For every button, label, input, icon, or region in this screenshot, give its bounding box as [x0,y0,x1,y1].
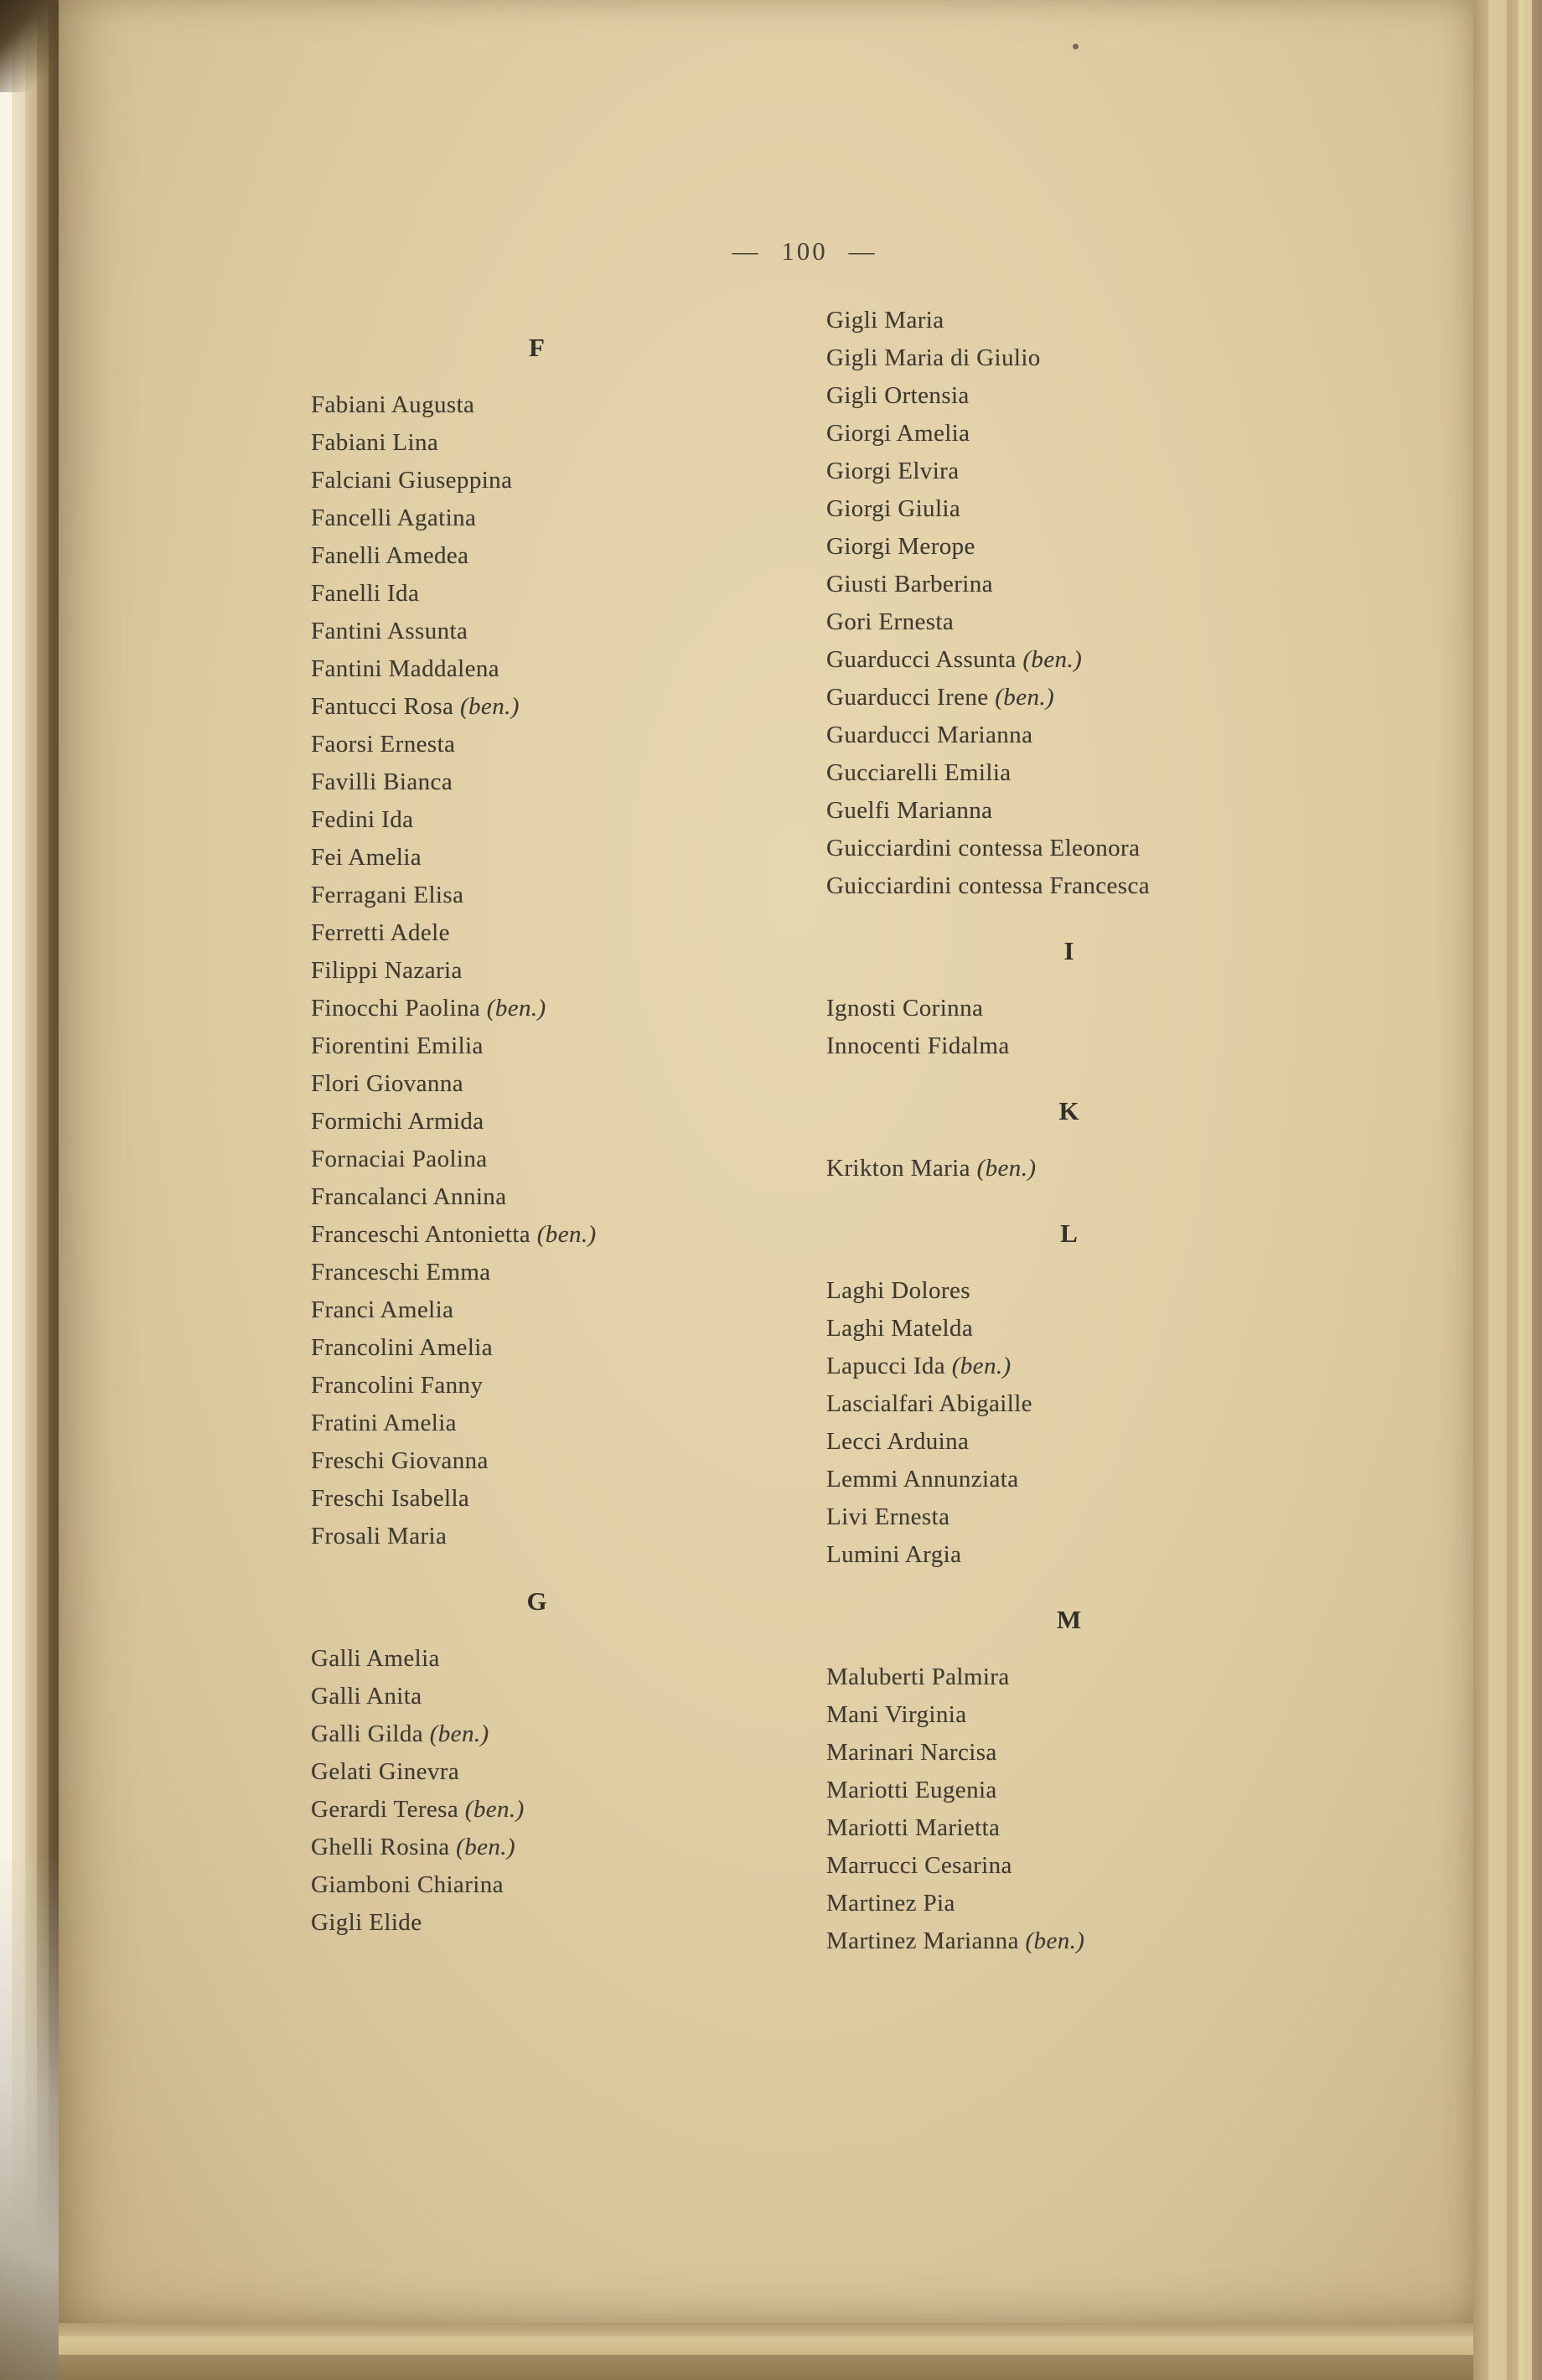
name-entry [826,1734,1312,1772]
person-name: Lemmi Annunziata [826,1466,1019,1493]
benefactor-note: (ben.) [458,1796,525,1823]
person-name: Fornaciai Paolina [311,1146,488,1172]
person-name: Martinez Pia [826,1890,955,1917]
name-entry [311,839,763,877]
person-name: Ferretti Adele [311,919,450,946]
name-entry [311,1640,763,1678]
name-entry [826,1150,1312,1187]
ink-speck [1073,44,1079,49]
name-entry [311,801,763,839]
benefactor-note: (ben.) [480,995,546,1022]
person-name: Fanelli Ida [311,580,420,607]
person-name: Finocchi Paolina [311,995,481,1022]
person-name: Filippi Nazaria [311,957,463,984]
person-name: Franceschi Emma [311,1259,491,1286]
person-name: Fanelli Amedea [311,542,469,569]
name-entry [311,952,763,990]
right-column [826,302,1312,1960]
name-entry [826,1498,1312,1536]
person-name: Guicciardini contessa Francesca [826,872,1151,899]
person-name: Gigli Maria di Giulio [826,344,1041,371]
book-bottom-page-edges [59,2323,1473,2380]
person-name: Falciani Giuseppina [311,467,513,494]
person-name: Francolini Fanny [311,1372,484,1399]
person-name: Lascialfari Abigaille [826,1390,1032,1417]
person-name: Guarducci Marianna [826,722,1033,748]
person-name: Gelati Ginevra [311,1758,460,1785]
person-name: Galli Anita [311,1683,422,1710]
person-name: Krikton Maria [826,1155,970,1182]
benefactor-note: (ben.) [530,1221,597,1248]
name-entry [311,1442,763,1480]
person-name: Fiorentini Emilia [311,1032,484,1059]
person-name: Livi Ernesta [826,1503,950,1530]
name-entry [311,613,763,650]
person-name: Giorgi Amelia [826,420,970,447]
person-name: Guicciardini contessa Eleonora [826,835,1141,861]
name-entry [826,1272,1312,1310]
name-entry [826,754,1312,792]
person-name: Gori Ernesta [826,608,955,635]
name-entry [826,830,1312,867]
person-name: Marinari Narcisa [826,1739,997,1766]
name-entry [311,763,763,801]
person-name: Lapucci Ida [826,1353,946,1379]
person-name: Fedini Ida [311,806,414,833]
benefactor-note: (ben.) [970,1155,1037,1182]
person-name: Faorsi Ernesta [311,731,456,758]
person-name: Ignosti Corinna [826,995,984,1022]
name-entry [311,575,763,613]
name-entry [311,726,763,763]
name-entry [826,641,1312,679]
name-entry [826,566,1312,603]
person-name: Ferragani Elisa [311,882,464,908]
name-entry [826,1310,1312,1348]
person-name: Ghelli Rosina [311,1834,450,1860]
person-name: Favilli Bianca [311,768,453,795]
person-name: Lecci Arduina [826,1428,970,1455]
name-list [311,302,1312,1960]
benefactor-note: (ben.) [1018,1927,1085,1954]
name-entry [826,1348,1312,1385]
benefactor-note: (ben.) [988,684,1055,711]
name-entry [311,1753,763,1791]
person-name: Fabiani Lina [311,429,439,456]
name-entry [311,650,763,688]
name-entry [826,302,1312,339]
person-name: Mani Virginia [826,1701,967,1728]
name-entry [311,1141,763,1178]
name-entry [826,1696,1312,1734]
name-entry [826,990,1312,1027]
name-entry [311,386,763,424]
person-name: Galli Amelia [311,1645,440,1672]
name-entry [311,1254,763,1291]
person-name: Giamboni Chiarina [311,1871,504,1898]
name-entry [311,1027,763,1065]
book-page [59,0,1473,2323]
name-entry [311,1678,763,1715]
name-entry [826,603,1312,641]
name-entry [826,717,1312,754]
name-entry [826,339,1312,377]
name-entry [826,453,1312,490]
person-name: Gigli Elide [311,1909,422,1936]
person-name: Laghi Dolores [826,1277,970,1304]
person-name: Maluberti Palmira [826,1663,1010,1690]
section-header: F [529,333,546,362]
name-entry [311,990,763,1027]
person-name: Francalanci Annina [311,1183,507,1210]
person-name: Marrucci Cesarina [826,1852,1012,1879]
section-header: G [526,1586,548,1616]
person-name: Gerardi Teresa [311,1796,459,1823]
name-entry [311,1216,763,1254]
person-name: Frosali Maria [311,1523,448,1550]
benefactor-note: (ben.) [945,1353,1012,1379]
person-name: Gigli Maria [826,307,944,334]
name-entry [311,1178,763,1216]
person-name: Franci Amelia [311,1296,454,1323]
name-entry [311,1480,763,1518]
name-entry [826,792,1312,830]
person-name: Guelfi Marianna [826,797,993,824]
name-entry [311,1866,763,1904]
person-name: Freschi Isabella [311,1485,470,1512]
name-entry [826,1461,1312,1498]
person-name: Mariotti Eugenia [826,1777,997,1803]
person-name: Formichi Armida [311,1108,484,1135]
person-name: Fancelli Agatina [311,504,477,531]
name-entry [311,1904,763,1942]
name-entry [826,679,1312,717]
name-entry [826,490,1312,528]
name-entry [311,688,763,726]
left-column [311,302,763,1942]
benefactor-note: (ben.) [453,693,520,720]
name-entry [311,1405,763,1442]
book-right-page-edges [1473,0,1542,2380]
name-entry [311,1329,763,1367]
benefactor-note: (ben.) [1016,646,1083,673]
section-header: K [1058,1096,1080,1125]
name-entry [311,1791,763,1829]
page-number: — 100 — [732,236,877,266]
benefactor-note: (ben.) [423,1720,489,1747]
name-entry [826,1847,1312,1885]
person-name: Fei Amelia [311,844,422,871]
name-entry [311,1065,763,1103]
person-name: Fabiani Augusta [311,391,475,418]
name-entry [311,1715,763,1753]
name-entry [311,499,763,537]
person-name: Freschi Giovanna [311,1447,489,1474]
name-entry [311,914,763,952]
person-name: Gucciarelli Emilia [826,759,1012,786]
name-entry [311,1367,763,1405]
name-entry [311,1103,763,1141]
name-entry [826,377,1312,415]
name-entry [826,1423,1312,1461]
name-entry [826,1536,1312,1574]
person-name: Fratini Amelia [311,1410,457,1436]
person-name: Giorgi Elvira [826,458,960,484]
name-entry [311,462,763,499]
name-entry [826,1809,1312,1847]
name-entry [826,1885,1312,1922]
person-name: Giusti Barberina [826,571,993,598]
person-name: Franceschi Antonietta [311,1221,531,1248]
person-name: Flori Giovanna [311,1070,463,1097]
benefactor-note: (ben.) [449,1834,515,1860]
name-entry [311,877,763,914]
person-name: Giorgi Merope [826,533,975,560]
name-entry [826,415,1312,453]
name-entry [826,1922,1312,1960]
person-name: Guarducci Assunta [826,646,1017,673]
person-name: Francolini Amelia [311,1334,494,1361]
person-name: Giorgi Giulia [826,495,961,522]
section-header: I [1063,936,1075,965]
name-entry [826,1772,1312,1809]
person-name: Lumini Argia [826,1541,962,1568]
person-name: Fantini Assunta [311,618,468,644]
name-entry [311,424,763,462]
person-name: Guarducci Irene [826,684,989,711]
name-entry [826,1658,1312,1696]
person-name: Innocenti Fidalma [826,1032,1010,1059]
person-name: Galli Gilda [311,1720,424,1747]
person-name: Martinez Marianna [826,1927,1019,1954]
name-entry [311,537,763,575]
section-header: L [1060,1218,1079,1248]
name-entry [826,867,1312,905]
name-entry [311,1518,763,1555]
person-name: Fantini Maddalena [311,655,500,682]
name-entry [311,1829,763,1866]
name-entry [311,1291,763,1329]
person-name: Gigli Ortensia [826,382,970,409]
person-name: Fantucci Rosa [311,693,454,720]
name-entry [826,1027,1312,1065]
section-header: M [1056,1605,1083,1634]
name-entry [826,528,1312,566]
person-name: Mariotti Marietta [826,1814,1001,1841]
name-entry [826,1385,1312,1423]
person-name: Laghi Matelda [826,1315,974,1342]
